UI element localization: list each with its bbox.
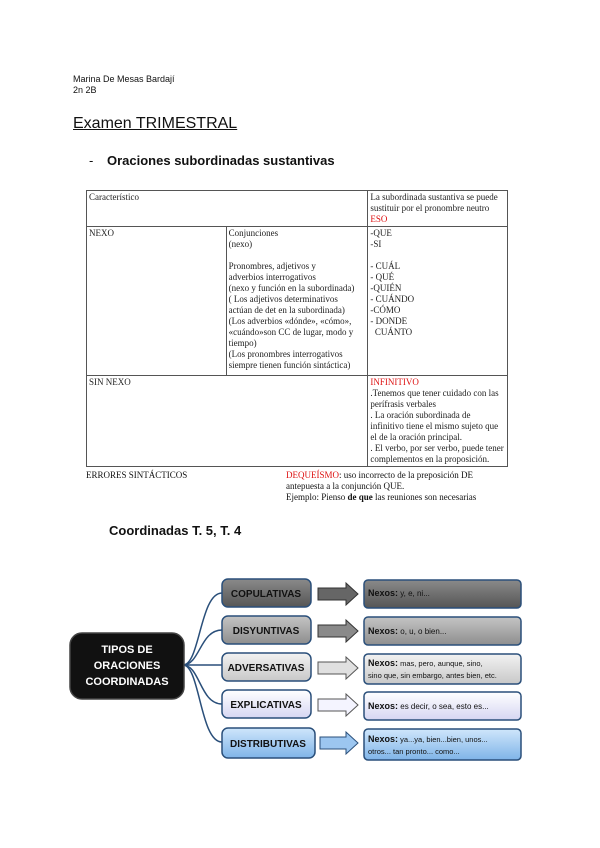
svg-text:Nexos: ya...ya, bien...bien, u <box>368 734 488 744</box>
type-row-explicativas <box>222 690 521 720</box>
cell-text: Característico <box>89 192 139 202</box>
coordinadas-heading: Coordinadas T. 5, T. 4 <box>109 523 242 538</box>
type-label: DISTRIBUTIVAS <box>230 739 306 750</box>
nexos-text: ya...ya, bien...bien, unos... <box>398 735 488 744</box>
type-row-copulativas <box>222 579 521 608</box>
nexos-label: Nexos: <box>368 658 399 668</box>
type-row-adversativas <box>222 653 521 684</box>
type-label: DISYUNTIVAS <box>232 626 300 637</box>
cell-line: siempre tienen función sintáctica) <box>228 360 351 370</box>
cell-text: La subordinada sustantiva se puede sustituir por el pronombre neutro <box>370 192 498 213</box>
nexos-label: Nexos: <box>368 734 399 744</box>
cell-line: CUÁNTO <box>370 327 413 337</box>
page-title: Examen TRIMESTRAL <box>73 115 238 132</box>
author-course: 2n 2B <box>73 85 97 95</box>
cell-line: . El verbo, por ser verbo, puede tener complementos en la proposición. <box>370 443 504 464</box>
nexos-text: o, u, o bien... <box>398 627 447 636</box>
cell-line: - QUÉ <box>370 272 395 282</box>
section-heading-text: Oraciones subordinadas sustantivas <box>107 153 335 168</box>
cell-line: - CUÁL <box>370 261 401 271</box>
cell-line: Pronombres, adjetivos y <box>228 261 316 271</box>
nexos-text: es decir, o sea, esto es... <box>398 702 489 711</box>
cell-line: ( Los adjetivos determinativos <box>228 294 338 304</box>
cell-line: adverbios interrogativos <box>228 272 316 282</box>
type-label: ADVERSATIVAS <box>227 663 305 674</box>
example-suffix: las reuniones son necesarias <box>372 492 477 502</box>
cell-text: Conjunciones <box>228 228 279 238</box>
main-box-line: ORACIONES <box>93 660 161 672</box>
dequeismo-definition: : uso incorrecto de la preposición DE antepuesta a la conjunción QUE. <box>286 470 473 491</box>
nexos-label: Nexos: <box>368 626 399 636</box>
arrow-icon <box>318 694 358 716</box>
infinitivo-title: INFINITIVO <box>370 377 419 387</box>
cell-line: - CUÁNDO <box>370 294 415 304</box>
nexos-label: Nexos: <box>368 701 399 711</box>
cell-line: (Los pronombres interrogativos <box>228 349 343 359</box>
nexos-text: mas, pero, aunque, sino, <box>398 659 483 668</box>
arrow-icon <box>318 583 358 605</box>
cell-line: - DONDE <box>370 316 408 326</box>
cell-line: -SI <box>370 239 382 249</box>
type-label: COPULATIVAS <box>230 589 302 600</box>
highlight-eso: ESO <box>370 214 388 224</box>
svg-text:Nexos: y, e, ni... <box>368 588 430 598</box>
main-box-line: COORDINADAS <box>85 676 169 688</box>
svg-text:Nexos: mas, pero, aunque, sino <box>368 658 483 668</box>
cell-line: -QUIÉN <box>370 283 402 293</box>
nexos-text: sino que, sin embargo, antes bien, etc. <box>368 671 497 680</box>
cell-line: . La oración subordinada de infinitivo tiene el mismo sujeto que el de la oración principal. <box>370 410 499 442</box>
arrow-icon <box>318 620 358 642</box>
type-label: EXPLICATIVAS <box>230 700 302 711</box>
svg-text:Nexos: es decir, o sea, esto e <box>368 701 489 711</box>
errors-label: ERRORES SINTÁCTICOS <box>86 470 188 480</box>
cell-line: -QUE <box>370 228 392 238</box>
svg-text:Nexos: o, u, o bien... <box>368 626 447 636</box>
author-name: Marina De Mesas Bardají <box>73 74 175 84</box>
cell-line: (Los adverbios «dónde», «cómo», <box>228 316 352 326</box>
arrow-icon <box>318 657 358 679</box>
nexos-text: y, e, ni... <box>398 589 430 598</box>
cell-line: actúan de det en la subordinada) <box>228 305 345 315</box>
cell-text: NEXO <box>89 228 114 238</box>
cell-line: (nexo y función en la subordinada) <box>228 283 355 293</box>
arrow-icon <box>320 732 358 754</box>
cell-line: tiempo) <box>228 338 257 348</box>
connector-lines <box>183 593 222 742</box>
cell-line: -CÓMO <box>370 305 401 315</box>
nexos-label: Nexos: <box>368 588 399 598</box>
type-row-distributivas <box>222 728 521 760</box>
main-box-line: TIPOS DE <box>101 644 153 656</box>
dequeismo-term: DEQUEÍSMO <box>286 470 339 480</box>
main-type-box <box>70 633 184 699</box>
cell-line: .Tenemos que tener cuidado con las perífrasis verbales <box>370 388 499 409</box>
example-bold: de que <box>347 492 373 502</box>
cell-text: (nexo) <box>228 239 253 249</box>
nexos-text: otros... tan pronto... como... <box>368 747 460 756</box>
bullet-dash: - <box>89 153 94 168</box>
cell-text: SIN NEXO <box>89 377 131 387</box>
example-prefix: Ejemplo: Pienso <box>286 492 348 502</box>
cell-line: «cuándo»son CC de lugar, modo y <box>228 327 354 337</box>
type-row-disyuntivas <box>222 616 521 645</box>
